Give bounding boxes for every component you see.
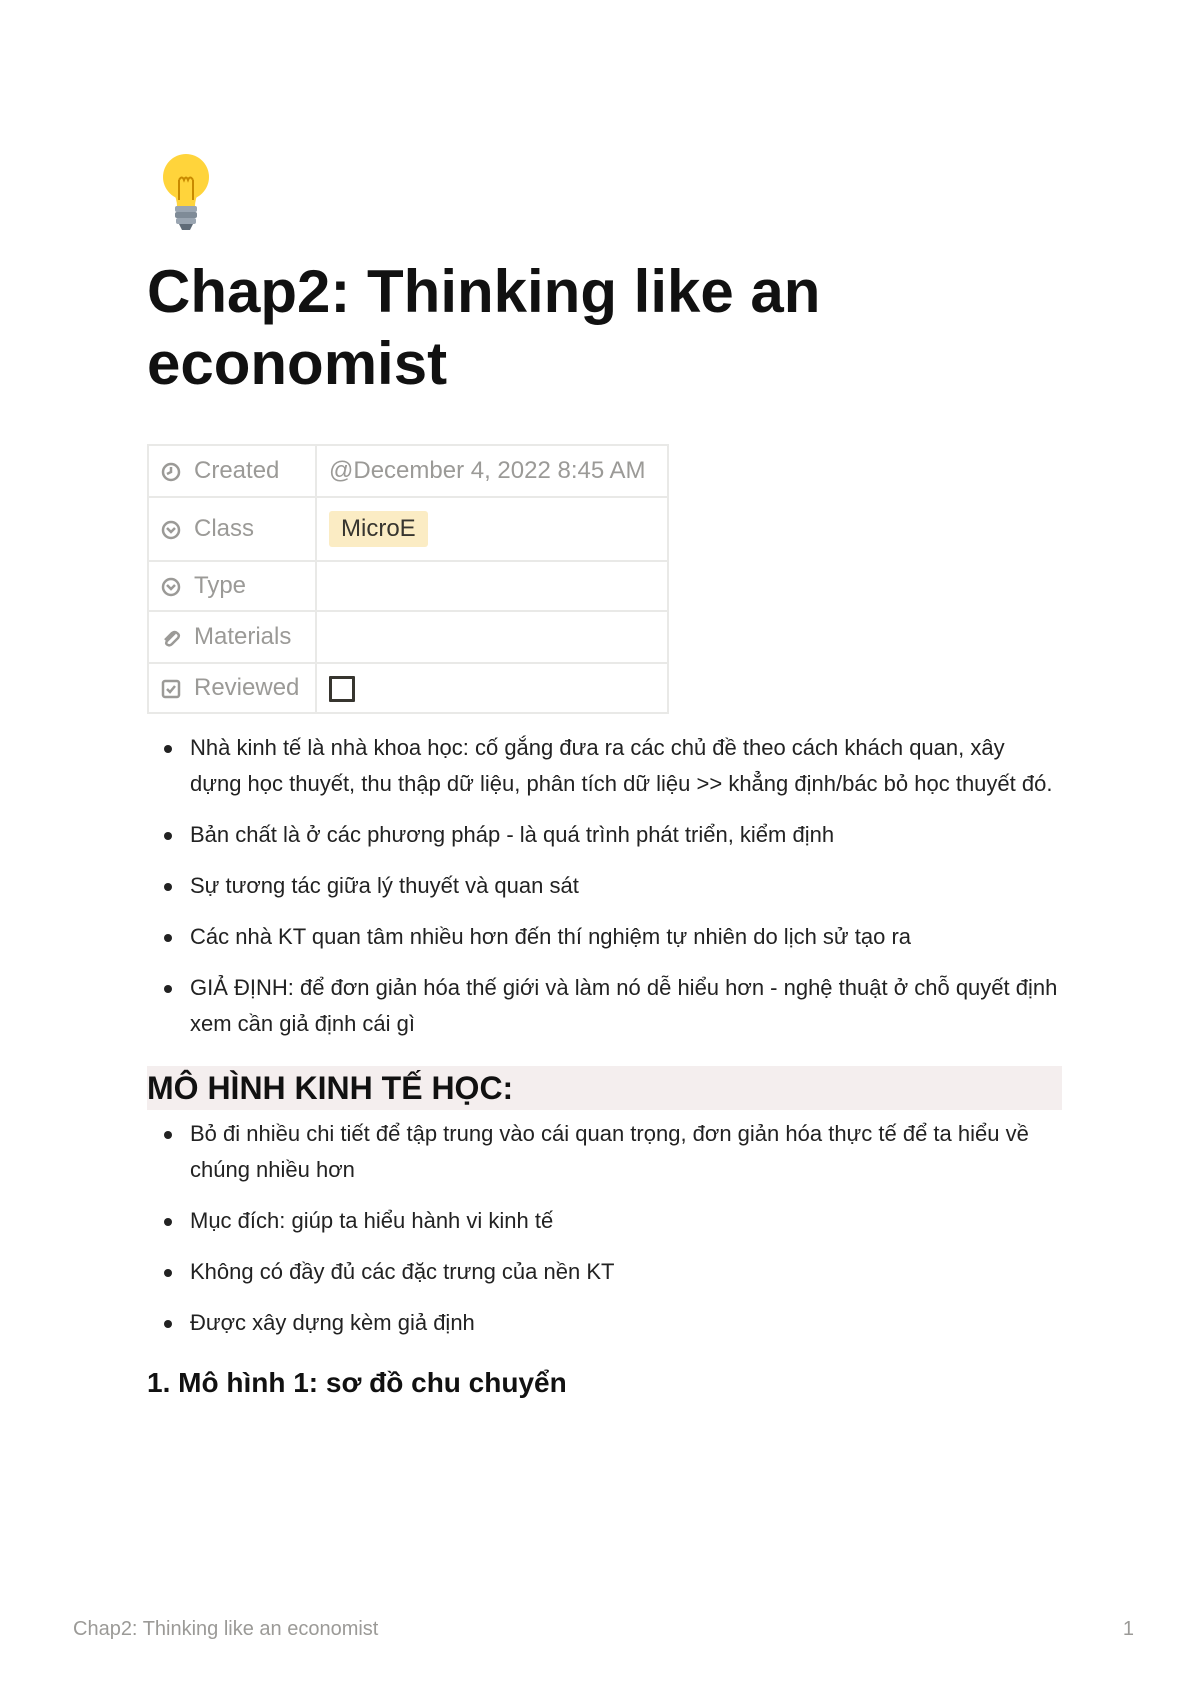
footer-title: Chap2: Thinking like an economist — [73, 1618, 379, 1640]
created-value[interactable]: @December 4, 2022 8:45 AM — [316, 445, 668, 497]
property-name-cell — [148, 445, 316, 497]
property-label: Materials — [194, 623, 292, 650]
property-label: Type — [194, 572, 247, 599]
bullet-list — [147, 730, 1062, 1042]
class-value-cell[interactable] — [316, 497, 668, 561]
list-item: Các nhà KT quan tâm nhiều hơn đến thí nghiệm tự nhiên do lịch sử tạo ra — [147, 919, 1062, 955]
footer-page-number: 1 — [1122, 1618, 1134, 1640]
property-row-reviewed — [148, 663, 668, 713]
document-page — [147, 150, 1062, 1403]
property-name-cell — [148, 663, 316, 713]
section-heading: MÔ HÌNH KINH TẾ HỌC: — [147, 1066, 1062, 1110]
class-tag[interactable]: MicroE — [329, 511, 428, 547]
list-item: Không có đầy đủ các đặc trưng của nền KT — [147, 1254, 1062, 1290]
paperclip-icon — [161, 627, 181, 647]
list-item: Được xây dựng kèm giả định — [147, 1305, 1062, 1341]
list-item: Bỏ đi nhiều chi tiết để tập trung vào cái quan trọng, đơn giản hóa thực tế để ta hiểu về chúng nhiều hơn — [147, 1116, 1062, 1188]
property-label: Class — [194, 515, 255, 542]
property-row-materials — [148, 611, 668, 663]
property-row-created — [148, 445, 668, 497]
subsection-heading: 1. Mô hình 1: sơ đồ chu chuyển — [147, 1367, 567, 1398]
property-name-cell — [148, 561, 316, 611]
property-label: Created — [194, 457, 280, 484]
list-item: GIẢ ĐỊNH: để đơn giản hóa thế giới và làm nó dễ hiểu hơn - nghệ thuật ở chỗ quyết định xem cần giả định cái gì — [147, 970, 1062, 1042]
property-name-cell — [148, 611, 316, 663]
property-label: Reviewed — [194, 674, 300, 701]
materials-value[interactable] — [316, 611, 668, 663]
property-row-type — [148, 561, 668, 611]
property-name-cell — [148, 497, 316, 561]
list-item: Bản chất là ở các phương pháp - là quá trình phát triển, kiểm định — [147, 817, 1062, 853]
list-item: Mục đích: giúp ta hiểu hành vi kinh tế — [147, 1203, 1062, 1239]
select-icon — [161, 519, 181, 539]
property-row-class — [148, 497, 668, 561]
checkbox-icon — [161, 678, 181, 698]
section-bullet-list — [147, 1116, 1062, 1341]
properties-table — [147, 444, 669, 714]
list-item: Sự tương tác giữa lý thuyết và quan sát — [147, 868, 1062, 904]
list-item: Nhà kinh tế là nhà khoa học: cố gắng đưa ra các chủ đề theo cách khách quan, xây dựng học thuyết, thu thập dữ liệu, phân tích dữ liệu >> khẳng định/bác bỏ học thuyết đó. — [147, 730, 1062, 802]
reviewed-value-cell — [316, 663, 668, 713]
clock-icon — [161, 461, 181, 481]
lightbulb-icon — [153, 150, 223, 240]
page-title: Chap2: Thinking like an economist — [147, 258, 821, 397]
select-icon — [161, 576, 181, 596]
type-value[interactable] — [316, 561, 668, 611]
reviewed-checkbox[interactable] — [329, 676, 355, 702]
